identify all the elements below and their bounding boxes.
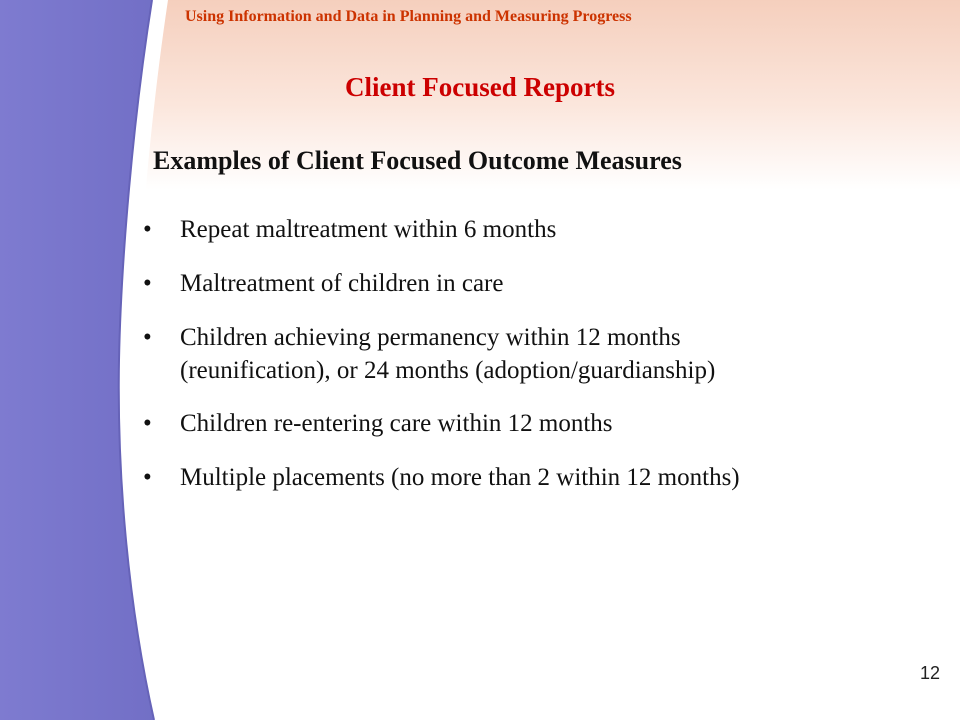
list-item [143,461,933,494]
outcome-measures-list [143,213,933,515]
list-item [143,213,933,246]
list-item-text: Multiple placements (no more than 2 within 12 months) [180,464,740,491]
slide-title: Client Focused Reports [345,72,615,102]
bullet-icon: • [143,410,152,437]
list-item-text: Children re-entering care within 12 months [180,410,613,437]
list-item-text-continued: (reunification), or 24 months (adoption/guardianship) [180,357,716,384]
list-item-text: Repeat maltreatment within 6 months [180,216,557,243]
presentation-header: Using Information and Data in Planning and Measuring Progress [185,8,632,25]
list-item-text: Maltreatment of children in care [180,270,504,297]
bullet-icon: • [143,270,152,297]
bullet-icon: • [143,324,152,351]
bullet-icon: • [143,216,152,243]
page-number: 12 [919,663,940,683]
slide-subtitle: Examples of Client Focused Outcome Measures [153,146,682,175]
list-item [143,407,933,440]
list-item-text: Children achieving permanency within 12 months [180,324,681,351]
bullet-icon: • [143,464,152,491]
list-item [143,267,933,300]
list-item [143,321,933,387]
